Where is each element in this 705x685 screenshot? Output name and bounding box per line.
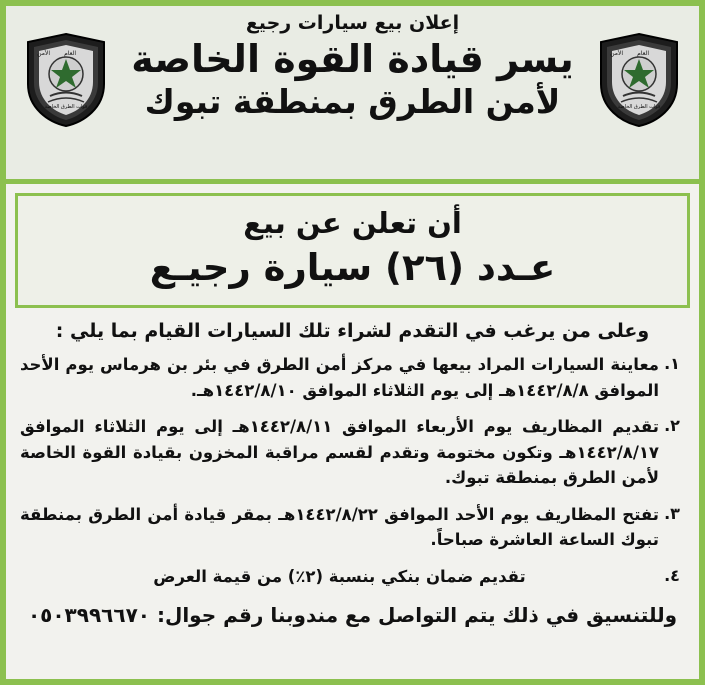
- body-section: [6, 308, 699, 637]
- page-title: [121, 36, 584, 123]
- announcement-box: [15, 193, 690, 308]
- svg-text:قوات الطرق الخاصة: قوات الطرق الخاصة: [44, 104, 88, 110]
- list-item-text: تقديم المظاريف يوم الأربعاء الموافق ١٤٤٢/٨/١١هـ إلى يوم الثلاثاء الموافق ١٤٤٢/٨/١٧هـ وتكون مختومة وتقدم لقسم مراقبة المخزون بقيادة القوة الخاصة لأمن الطرق بمنطقة تبوك.: [20, 417, 659, 488]
- page-title-line1: يسر قيادة القوة الخاصة: [131, 37, 574, 81]
- svg-text:الأمن: الأمن: [610, 50, 623, 57]
- list-item-number: ٣.: [664, 503, 680, 523]
- special-forces-road-security-emblem-left: [20, 32, 112, 128]
- svg-text:العام: العام: [64, 50, 76, 57]
- announcement-line2: عـدد (٢٦) سيارة رجيـع: [149, 246, 556, 290]
- kicker-text: إعلان بيع سيارات رجيع: [245, 12, 460, 34]
- list-item-text: تقديم ضمان بنكي بنسبة (٢٪) من قيمة العرض: [153, 567, 526, 587]
- list-item-text: تفتح المظاريف يوم الأحد الموافق ١٤٤٢/٨/٢٢هـ بمقر قيادة أمن الطرق بمنطقة تبوك الساعة العاشرة صباحاً.: [20, 504, 659, 550]
- svg-text:العام: العام: [637, 50, 649, 57]
- list-item: [20, 502, 685, 553]
- list-item: [20, 414, 685, 491]
- svg-text:الأمن: الأمن: [37, 50, 50, 57]
- announcement-line1: أن تعلن عن بيع: [243, 206, 462, 240]
- list-item-text: معاينة السيارات المراد بيعها في مركز أمن الطرق في بئر بن هرماس يوم الأحد الموافق ١٤٤٢/٨/٨هـ إلى يوم الثلاثاء الموافق ١٤٤٢/٨/١٠هـ.: [20, 355, 659, 400]
- list-item: [20, 352, 685, 403]
- svg-text:قوات الطرق الخاصة: قوات الطرق الخاصة: [617, 104, 661, 110]
- list-item-number: ٤.: [664, 566, 680, 586]
- page-title-line2: لأمن الطرق بمنطقة تبوك: [144, 82, 561, 122]
- contact-footer: وللتنسيق في ذلك يتم التواصل مع مندوبنا رقم جوال: ٠٥٠٣٩٩٦٦٧٠: [27, 602, 678, 627]
- intro-text: وعلى من يرغب في التقدم لشراء تلك السيارات القيام بما يلي :: [55, 320, 650, 343]
- special-forces-road-security-emblem-right: [593, 32, 685, 128]
- requirements-list: [20, 352, 685, 590]
- list-item: [20, 564, 685, 590]
- list-item-number: ٢.: [664, 416, 680, 436]
- header-band: [6, 6, 699, 184]
- list-item-number: ١.: [664, 354, 680, 374]
